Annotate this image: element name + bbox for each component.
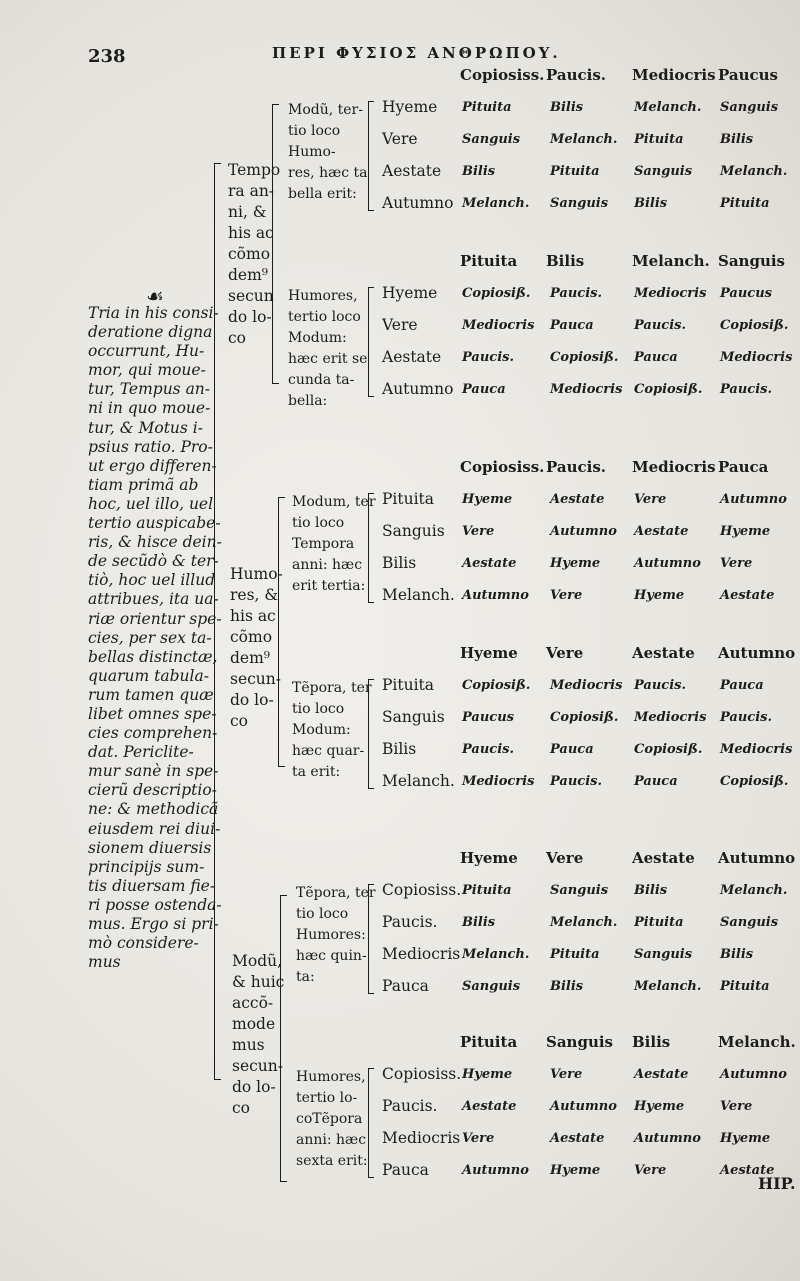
table-4-cell: Copiosiß. [462, 678, 531, 693]
table-1-cell: Pituita [720, 196, 770, 211]
table-3-row-label: Pituita [382, 490, 435, 508]
table-3-cell: Vere [634, 492, 667, 507]
table-label-line: coTẽpora [296, 1111, 363, 1127]
table-4-header: Hyeme [460, 644, 518, 662]
table-5-cell: Sanguis [462, 979, 521, 994]
table-2-cell: Copiosiß. [720, 318, 789, 333]
table-4-cell: Mediocris [634, 710, 707, 725]
intro-line: mur sanè in spe- [88, 762, 219, 781]
table-1-cell: Melanch. [462, 196, 530, 211]
group1-line: dem⁹ [228, 266, 269, 284]
table-3-header: Copiosiss. [460, 458, 545, 476]
intro-line: ne: & methodicã [88, 800, 219, 819]
table-4-cell: Pauca [720, 678, 764, 693]
intro-line: attribues, ita ua- [88, 590, 219, 609]
table-5-cell: Bilis [720, 947, 754, 962]
group-brace-3 [280, 895, 287, 1182]
table-6-header: Sanguis [546, 1033, 613, 1051]
table-6-cell: Autumno [462, 1163, 529, 1178]
group1-line: secun [228, 287, 274, 305]
group2-line: do lo- [230, 691, 274, 709]
intro-line: mor, qui moue- [88, 361, 206, 380]
group3-line: mus [232, 1036, 265, 1054]
intro-line: mus. Ergo si pri- [88, 915, 219, 933]
table-2-cell: Pauca [462, 382, 506, 397]
table-3-header: Mediocris [632, 458, 716, 476]
table-1-cell: Sanguis [550, 196, 609, 211]
table-5-cell: Sanguis [550, 883, 609, 898]
table-3-row-label: Sanguis [382, 522, 445, 540]
group1-line: his ac [228, 224, 274, 242]
table-5-cell: Melanch. [550, 915, 618, 930]
intro-line: cies, per sex ta- [88, 628, 212, 647]
table-4-header: Vere [546, 644, 584, 662]
fleuron-ornament-icon: ☙ [146, 284, 164, 308]
intro-line: ri posse ostenda- [88, 895, 222, 914]
table-4-cell: Mediocris [550, 678, 623, 693]
table-6-cell: Hyeme [720, 1131, 771, 1146]
table-1-cell: Sanguis [634, 164, 693, 179]
table-4-cell: Paucis. [720, 710, 772, 725]
table-3-cell: Autumno [462, 588, 529, 603]
table-1-row-label: Vere [382, 130, 418, 148]
group3-line: accõ- [232, 994, 274, 1012]
intro-line: mus [88, 953, 121, 972]
table-3-row-label: Bilis [382, 554, 417, 572]
group3-line: co [232, 1099, 251, 1117]
table-1-header: Paucus [718, 66, 778, 84]
intro-line: tis diuersam fie- [88, 876, 216, 895]
table-5-cell: Melanch. [720, 883, 788, 898]
table-label-line: Humores: [296, 927, 366, 943]
intro-line: rum tamen quæ [88, 685, 214, 704]
intro-line: principijs sum- [88, 857, 205, 876]
page-number: 238 [88, 46, 126, 67]
table-5-header: Vere [546, 849, 584, 867]
table-4-cell: Mediocris [720, 742, 793, 757]
table-2-row-label: Hyeme [382, 284, 438, 302]
table-2-row-label: Vere [382, 316, 418, 334]
group2-line: co [230, 712, 249, 730]
table-6-header: Melanch. [718, 1033, 796, 1051]
table-4-cell: Pauca [550, 742, 594, 757]
intro-line: tertio auspicabe- [88, 514, 221, 533]
table-label-line: tertio loco [288, 309, 361, 325]
intro-line: Tria in his consi- [88, 304, 219, 322]
table-1-cell: Pituita [634, 132, 684, 147]
table-6-cell: Autumno [720, 1067, 787, 1082]
intro-line: deratione digna [88, 323, 213, 342]
table-3-brace [368, 493, 374, 603]
table-6-cell: Aestate [462, 1099, 517, 1114]
table-5-cell: Melanch. [634, 979, 702, 994]
intro-line: dat. Periclite- [88, 743, 194, 762]
table-6-cell: Vere [462, 1131, 495, 1146]
group2-line: secun- [230, 670, 282, 688]
group2-line: his ac [230, 607, 276, 625]
table-label-line: hæc quin- [296, 948, 367, 964]
table-6-label [296, 1067, 368, 1172]
table-label-line: erit tertia: [292, 578, 366, 594]
intro-line: ris, & hisce dein- [88, 533, 222, 552]
table-4-label [292, 678, 372, 783]
group2-line: res, & [230, 586, 279, 604]
intro-line: libet omnes spe- [88, 704, 217, 723]
intro-line: tiam primã ab [88, 475, 199, 494]
group-label-humores [230, 564, 283, 732]
table-3-cell: Aestate [634, 524, 689, 539]
group1-line: co [228, 329, 247, 347]
table-1-row-label: Hyeme [382, 98, 438, 116]
table-1-cell: Bilis [462, 164, 496, 179]
table-3-cell: Aestate [720, 588, 775, 603]
table-label-line: tio loco [296, 906, 349, 922]
table-6-row-label: Copiosiss. [382, 1065, 462, 1083]
table-1-cell: Bilis [634, 196, 668, 211]
table-label-line: anni: hæc [296, 1132, 367, 1148]
table-3-cell: Hyeme [720, 524, 771, 539]
table-3-cell: Autumno [720, 492, 787, 507]
table-4-row-label: Sanguis [382, 708, 445, 726]
intro-line: mò considere- [88, 934, 199, 953]
table-5-cell: Pituita [634, 915, 684, 930]
table-label-line: Tempora [292, 536, 355, 552]
table-2-cell: Pauca [550, 318, 594, 333]
table-2-cell: Copiosiß. [634, 382, 703, 397]
table-label-line: bella erit: [288, 186, 357, 202]
table-5-cell: Bilis [550, 979, 584, 994]
table-3-cell: Vere [720, 556, 753, 571]
table-6-cell: Hyeme [462, 1067, 513, 1082]
table-label-line: ta erit: [292, 764, 341, 780]
table-2-cell: Paucis. [550, 286, 602, 301]
table-label-line: Modum, ter [292, 494, 376, 510]
table-label-line: res, hæc ta [288, 165, 368, 181]
table-label-line: Tẽpora, ter [296, 885, 376, 901]
table-2-brace [368, 287, 374, 397]
table-4-cell: Paucis. [634, 678, 686, 693]
intro-paragraph [88, 304, 222, 972]
table-4-header: Aestate [632, 644, 695, 662]
table-5-cell: Sanguis [634, 947, 693, 962]
table-4-cell: Paucus [462, 710, 514, 725]
table-4-row-label: Pituita [382, 676, 435, 694]
table-5-row-label: Copiosiss. [382, 881, 462, 899]
table-label-line: Modũ, ter- [288, 102, 363, 118]
intro-line: ut ergo differen- [88, 456, 217, 475]
intro-line: quarum tabula- [88, 666, 209, 685]
table-1-label [288, 100, 368, 205]
table-3-header: Pauca [718, 458, 769, 476]
table-4-header: Autumno [718, 644, 796, 662]
table-label-line: hæc quar- [292, 743, 365, 759]
table-3-header: Paucis. [546, 458, 606, 476]
table-4-row-label: Bilis [382, 740, 417, 758]
table-label-line: bella: [288, 393, 328, 409]
table-label-line: Humores, [296, 1069, 366, 1085]
table-1-header: Copiosiss. [460, 66, 545, 84]
table-6-row-label: Mediocris [382, 1129, 461, 1147]
table-1-header: Mediocris [632, 66, 716, 84]
table-2-header: Melanch. [632, 252, 710, 270]
table-4-cell: Paucis. [462, 742, 514, 757]
table-6-brace [368, 1068, 374, 1178]
table-6-cell: Hyeme [634, 1099, 685, 1114]
table-3-label [292, 492, 376, 597]
table-2-cell: Pauca [634, 350, 678, 365]
table-1-cell: Melanch. [550, 132, 618, 147]
table-1-row-label: Aestate [382, 162, 442, 180]
table-label-line: cunda ta- [288, 372, 355, 388]
table-5-header: Hyeme [460, 849, 518, 867]
intro-line: tur, Tempus an- [88, 380, 211, 399]
table-5-cell: Bilis [634, 883, 668, 898]
table-label-line: ta: [296, 969, 315, 985]
table-6-cell: Hyeme [550, 1163, 601, 1178]
table-3-cell: Autumno [634, 556, 701, 571]
group3-line: do lo- [232, 1078, 276, 1096]
table-5-header: Aestate [632, 849, 695, 867]
catchword: HIP. [758, 1174, 796, 1193]
intro-line: bellas distinctæ, [88, 647, 218, 666]
table-1-cell: Sanguis [720, 100, 779, 115]
table-5-cell: Pituita [720, 979, 770, 994]
outer-brace [214, 163, 221, 1080]
table-label-line: tio loco [292, 701, 345, 717]
table-6-cell: Autumno [634, 1131, 701, 1146]
table-5-cell: Sanguis [720, 915, 779, 930]
table-4-cell: Copiosiß. [550, 710, 619, 725]
table-3-cell: Hyeme [634, 588, 685, 603]
table-2-row-label: Aestate [382, 348, 442, 366]
table-1-cell: Pituita [462, 100, 512, 115]
intro-line: ni in quo moue- [88, 399, 211, 418]
table-2-header: Pituita [460, 252, 518, 270]
group2-line: cõmo [230, 628, 273, 646]
group1-line: ni, & [228, 203, 267, 221]
group-brace-2 [278, 497, 285, 767]
table-3-cell: Hyeme [462, 492, 513, 507]
intro-line: cierũ descriptio- [88, 781, 217, 800]
table-2-cell: Paucis. [634, 318, 686, 333]
table-5-cell: Pituita [550, 947, 600, 962]
table-4-cell: Mediocris [462, 774, 535, 789]
table-4-cell: Paucis. [550, 774, 602, 789]
table-2-cell: Mediocris [634, 286, 707, 301]
running-head: ΠΕΡΙ ΦΥΣΙΟΣ ΑΝΘΡΩΠΟΥ. [272, 44, 561, 62]
table-label-line: tertio lo- [296, 1090, 358, 1106]
table-6-cell: Aestate [720, 1163, 775, 1178]
table-5-header: Autumno [718, 849, 796, 867]
table-6-row-label: Pauca [382, 1161, 429, 1179]
table-label-line: Humo- [288, 144, 336, 160]
table-1-cell: Melanch. [720, 164, 788, 179]
table-1-row-label: Autumno [382, 194, 454, 212]
table-2-row-label: Autumno [382, 380, 454, 398]
table-label-line: Tẽpora, ter [292, 680, 372, 696]
table-6-cell: Aestate [634, 1067, 689, 1082]
group2-line: Humo- [230, 565, 283, 583]
group3-line: & huic [232, 973, 285, 991]
table-5-row-label: Pauca [382, 977, 429, 995]
table-6-header: Pituita [460, 1033, 518, 1051]
table-label-line: sexta erit: [296, 1153, 368, 1169]
table-label-line: Modum: [288, 330, 347, 346]
table-6-row-label: Paucis. [382, 1097, 438, 1115]
group3-line: mode [232, 1015, 276, 1033]
intro-line: psius ratio. Pro- [88, 437, 213, 456]
table-1-header: Paucis. [546, 66, 606, 84]
table-6-cell: Vere [634, 1163, 667, 1178]
table-4-cell: Pauca [634, 774, 678, 789]
table-5-cell: Pituita [462, 883, 512, 898]
table-3-cell: Vere [462, 524, 495, 539]
group-brace-1 [272, 104, 279, 384]
table-6-cell: Vere [720, 1099, 753, 1114]
table-2-cell: Paucus [720, 286, 772, 301]
intro-line: occurrunt, Hu- [88, 342, 205, 361]
table-label-line: Humores, [288, 288, 358, 304]
table-5-row-label: Mediocris [382, 945, 461, 963]
intro-line: hoc, uel illo, uel [88, 494, 214, 513]
table-1-cell: Melanch. [634, 100, 702, 115]
table-1-cell: Bilis [550, 100, 584, 115]
table-2-header: Sanguis [718, 252, 785, 270]
intro-line: riæ orientur spe- [88, 609, 222, 628]
table-2-cell: Mediocris [462, 318, 535, 333]
group1-line: do lo- [228, 308, 272, 326]
table-2-cell: Mediocris [720, 350, 793, 365]
table-1-cell: Pituita [550, 164, 600, 179]
table-label-line: tio loco [292, 515, 345, 531]
group2-line: dem⁹ [230, 649, 271, 667]
table-4-cell: Copiosiß. [720, 774, 789, 789]
group-label-modum [232, 951, 284, 1119]
table-5-cell: Melanch. [462, 947, 530, 962]
intro-line: eiusdem rei diui- [88, 819, 221, 838]
table-4-row-label: Melanch. [382, 772, 455, 790]
table-label-line: anni: hæc [292, 557, 363, 573]
table-3-cell: Vere [550, 588, 583, 603]
table-6-cell: Autumno [550, 1099, 617, 1114]
table-label-line: tio loco [288, 123, 341, 139]
table-6-cell: Vere [550, 1067, 583, 1082]
table-2-cell: Paucis. [462, 350, 514, 365]
table-5-row-label: Paucis. [382, 913, 438, 931]
intro-line: cies comprehen- [88, 724, 218, 743]
table-5-label [296, 883, 376, 988]
table-2-cell: Mediocris [550, 382, 623, 397]
table-5-cell: Bilis [462, 915, 496, 930]
table-1-cell: Bilis [720, 132, 754, 147]
table-2-cell: Paucis. [720, 382, 772, 397]
table-label-line: Modum: [292, 722, 351, 738]
table-2-cell: Copiosiß. [550, 350, 619, 365]
intro-line: tur, & Motus i- [88, 418, 203, 437]
group1-line: ra an- [228, 182, 275, 200]
table-6-header: Bilis [632, 1033, 671, 1051]
intro-line: sionem diuersis [88, 838, 212, 857]
table-1-brace [368, 101, 374, 211]
intro-line: tiò, hoc uel illud [88, 571, 216, 590]
table-3-row-label: Melanch. [382, 586, 455, 604]
table-2-header: Bilis [546, 252, 585, 270]
table-2-label [288, 286, 367, 412]
table-5-brace [368, 884, 374, 994]
table-3-cell: Aestate [462, 556, 517, 571]
table-4-brace [368, 679, 374, 789]
table-1-cell: Sanguis [462, 132, 521, 147]
table-3-cell: Aestate [550, 492, 605, 507]
table-3-cell: Autumno [550, 524, 617, 539]
intro-line: de secũdò & ter- [88, 552, 219, 571]
group1-line: cõmo [228, 245, 271, 263]
group1-line: Tempo [228, 161, 281, 179]
group3-line: Modũ, [232, 952, 283, 970]
table-6-cell: Aestate [550, 1131, 605, 1146]
table-label-line: hæc erit se [288, 351, 368, 367]
table-3-cell: Hyeme [550, 556, 601, 571]
table-2-cell: Copiosiß. [462, 286, 531, 301]
group3-line: secun- [232, 1057, 284, 1075]
table-4-cell: Copiosiß. [634, 742, 703, 757]
